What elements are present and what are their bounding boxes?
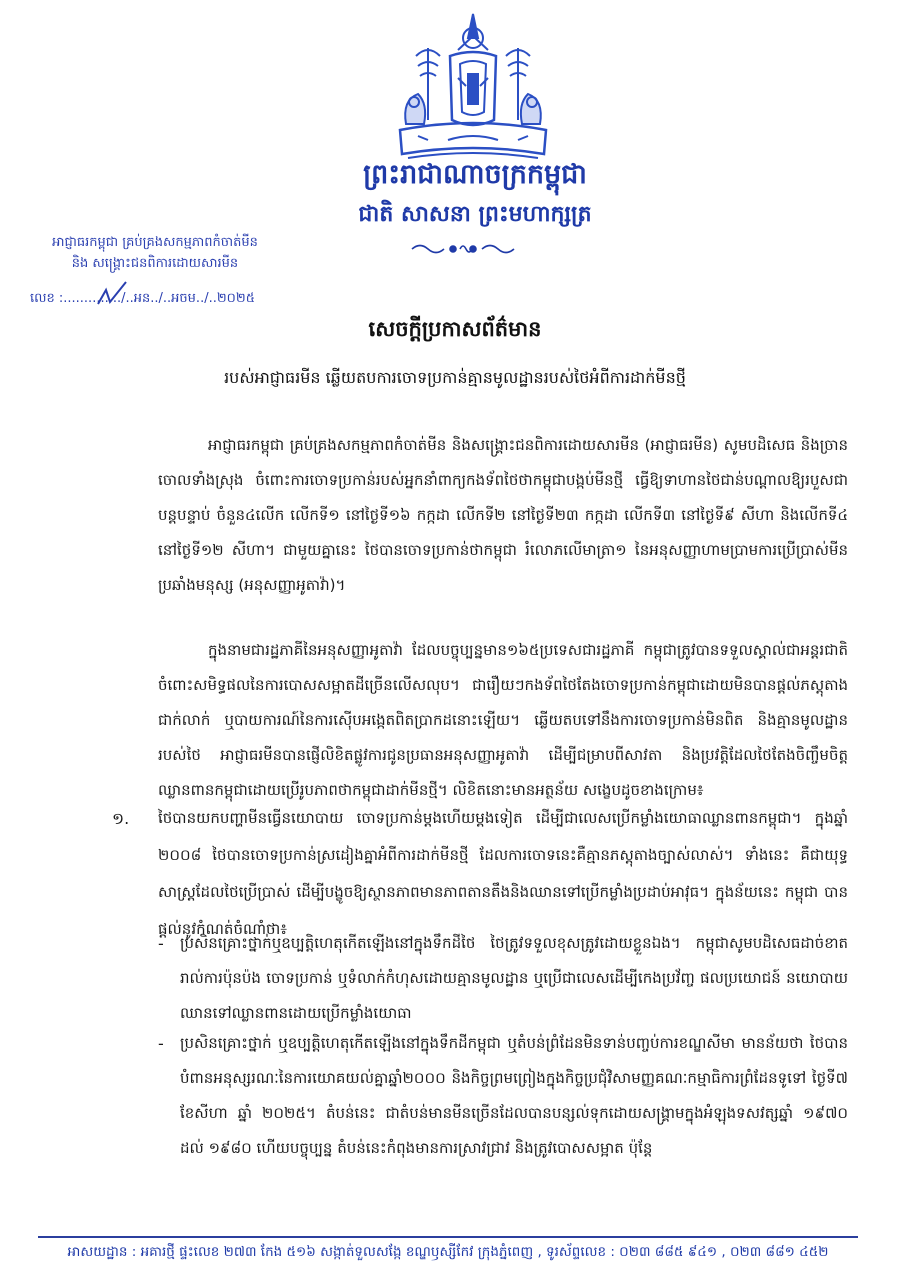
- royal-emblem-icon: [388, 8, 558, 168]
- paragraph-1: [158, 428, 848, 603]
- reference-number-text: លេខ :............../..អន../..អចម../..២០២៥: [30, 291, 255, 306]
- bullet-1-text: ប្រសិនគ្រោះថ្នាក់ឬឧប្បត្តិហេតុកើតឡើងនៅក្នុងទឹកដីថៃ ថៃត្រូវទទួលខុសត្រូវដោយខ្លួនឯង។ កម្ពុជាសូមបដិសេធដាច់ខាត រាល់ការប៉ុនប៉ង ចោទប្រកាន់ ឬទំលាក់កំហុសដោយគ្មានមូលដ្ឋាន ឬប្រើជាលេសដើម្បីកេងប្រវ័ញ្ច ផលប្រយោជន៍ នយោបាយ ឈានទៅឈ្លានពានដោយប្រើកម្លាំងយោធា: [180, 934, 848, 1022]
- item-1-text: ថៃបានយកបញ្ហាមីនធ្វើនយោបាយ ចោទប្រកាន់ម្តងហើយម្តងទៀត ដើម្បីជាលេសប្រើកម្លាំងយោធាឈ្លានពានកម្ពុជា។ ក្នុងឆ្នាំ ២០០៨ ថៃបានចោទប្រកាន់ស្រដៀងគ្នាអំពីការដាក់មីនថ្មី ដែលការចោទនេះគឺគ្មានភស្តុតាងច្បាស់លាស់។ ទាំងនេះ គឺជាយុទ្ធសាស្ត្រដែលថៃប្រើប្រាស់ ដើម្បីបង្ខូចឱ្យស្ថានភាពមានភាពតានតឹងនិងឈានទៅប្រើកម្លាំងប្រដាប់អាវុធ។ ក្នុងន័យនេះ កម្ពុជា បានផ្តល់នូវកំណត់ចំណាំថា៖: [158, 809, 848, 938]
- paragraph-2-text: ក្នុងនាមជារដ្ឋភាគីនៃអនុសញ្ញាអូតាវ៉ា ដែលបច្ចុប្បន្នមាន១៦៥ប្រទេសជារដ្ឋភាគី កម្ពុជាត្រូវបានទទួលស្គាល់ជាអន្តរជាតិចំពោះសមិទ្ធផលនៃការបោសសម្អាតដីច្រើនលើសលុប។ ជារឿយៗកងទ័ពថៃតែងចោទប្រកាន់កម្ពុជាដោយមិនបានផ្តល់ភស្តុតាងជាក់លាក់ ឬបាយការណ៍នៃការស៊ើបអង្កេតពិតប្រាកដនោះឡើយ។ ឆ្លើយតបទៅនឹងការចោទប្រកាន់មិនពិត និងគ្មានមូលដ្ឋានរបស់ថៃ អាជ្ញាធរមីនបានផ្ញើលិខិតផ្លូវការជូនប្រធានអនុសញ្ញាអូតាវ៉ា ដើម្បីជម្រាបពីសាវតា និងប្រវត្តិដែលថៃតែងចិញ្ចឹមចិត្តឈ្លានពានកម្ពុជាដោយប្រើរូបភាពថាកម្ពុជាដាក់មីនថ្មី។ លិខិតនោះមានអត្ថន័យ សង្ខេបដូចខាងក្រោម៖: [158, 641, 848, 799]
- bullet-2-mark: -: [158, 1034, 164, 1053]
- agency-name-line2: និង សង្គ្រោះជនពិការដោយសារមីន: [71, 256, 239, 271]
- bullet-1-mark: -: [158, 934, 164, 953]
- item-1-number: ១.: [112, 809, 130, 828]
- footer-divider: [38, 1236, 858, 1238]
- bullet-2-text: ប្រសិនគ្រោះថ្នាក់ ឬឧប្បត្តិហេតុកើតឡើងនៅក្នុងទឹកដីកម្ពុជា ឬតំបន់ព្រំដែនមិនទាន់បញ្ចប់ការខណ្ឌសីមា មានន័យថា ថៃបានបំពានអនុស្សរណៈនៃការយោគយល់គ្នាឆ្នាំ២០០០ និងកិច្ចព្រមព្រៀងក្នុងកិច្ចប្រជុំវិសាមញ្ញគណៈកម្មាធិការព្រំដែនទូទៅ ថ្ងៃទី៧ ខែសីហា ឆ្នាំ ២០២៥។ តំបន់នេះ ជាតំបន់មានមីនច្រើនដែលបានបន្សល់ទុកដោយសង្គ្រាមក្នុងអំឡុងទសវត្សឆ្នាំ ១៩៧០ ដល់ ១៩៨០ ហើយបច្ចុប្បន្ន តំបន់នេះកំពុងមានការស្រាវជ្រាវ និងត្រូវបោសសម្អាត ប៉ុន្តែ: [180, 1034, 848, 1157]
- handwritten-mark-icon: [92, 280, 132, 308]
- divider-ornament-icon: [408, 240, 518, 258]
- paragraph-2: [158, 633, 848, 808]
- issuing-agency: [30, 232, 280, 274]
- agency-name-line1: អាជ្ញាធរកម្ពុជា គ្រប់គ្រងសកម្មភាពកំចាត់មីន: [52, 235, 258, 250]
- paragraph-1-text: អាជ្ញាធរកម្ពុជា គ្រប់គ្រងសកម្មភាពកំចាត់មីន និងសង្គ្រោះជនពិការដោយសារមីន (អាជ្ញាធរមីន) សូមបដិសេធ និងច្រានចោលទាំងស្រុង ចំពោះការចោទប្រកាន់របស់អ្នកនាំពាក្យកងទ័ពថៃថាកម្ពុជាបង្កប់មីនថ្មី ធ្វើឱ្យទាហានថៃជាន់បណ្តាលឱ្យរបួសជាបន្តបន្ទាប់ ចំនួន៤លើក លើកទី១ នៅថ្ងៃទី១៦ កក្កដា លើកទី២ នៅថ្ងៃទី២៣ កក្កដា លើកទី៣ នៅថ្ងៃទី៩ សីហា និងលើកទី៤ នៅថ្ងៃទី១២ សីហា។ ជាមួយគ្នានេះ ថៃបានចោទប្រកាន់ថាកម្ពុជា រំលោភលើមាត្រា១ នៃអនុសញ្ញាហាមប្រាមការប្រើប្រាស់មីនប្រឆាំងមនុស្ស (អនុសញ្ញាអូតាវ៉ា)។: [158, 436, 848, 594]
- document-subtitle: របស់អាជ្ញាធរមីន ឆ្លើយតបការចោទប្រកាន់គ្មានមូលដ្ឋានរបស់ថៃអំពីការដាក់មីនថ្មី: [224, 368, 686, 387]
- national-motto: ជាតិ សាសនា ព្រះមហាក្សត្រ: [358, 201, 592, 227]
- footer-address: អាសយដ្ឋាន : អគារថ្មី ផ្ទះលេខ ២៧៣ កែង ៥១៦ សង្កាត់ទួលសង្កែ ខណ្ឌឫស្សីកែវ ក្រុងភ្នំពេញ , ទូរស័ព្ទលេខ : ០២៣ ៨៨៥ ៩៤១ , ០២៣ ៨៨១ ៤៥២: [67, 1244, 829, 1260]
- kingdom-heading: ព្រះរាជាណាចក្រកម្ពុជា: [363, 159, 587, 190]
- reference-number: [30, 290, 320, 309]
- document-title: សេចក្តីប្រកាសព័ត៌មាន: [368, 316, 542, 341]
